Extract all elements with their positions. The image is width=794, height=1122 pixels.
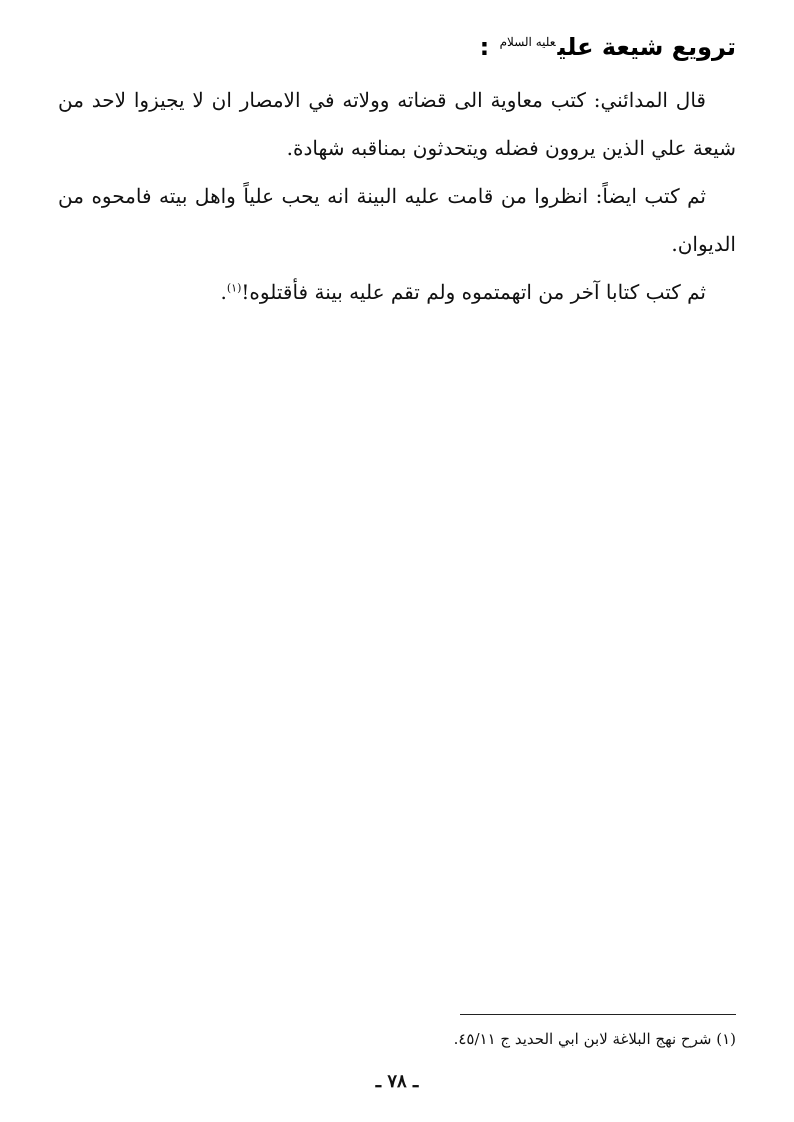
section-heading [480, 24, 736, 65]
body-text [58, 76, 736, 316]
footnote-divider [460, 1014, 736, 1015]
heading-title: ترويع شيعة علي [557, 33, 736, 61]
heading-colon: : [479, 33, 490, 61]
honorific-glyph: عليه السلام [499, 35, 556, 49]
footnote-text: (١) شرح نهج البلاغة لابن ابي الحديد ج ٤٥/١١. [453, 1030, 736, 1048]
paragraph-3-text: ثم كتب كتابا آخر من اتهمتموه ولم تقم عليه بينة فأقتلوه! [241, 280, 706, 304]
page-number: ـ ٧٨ ـ [375, 1071, 419, 1092]
paragraph-3: ثم كتب كتابا آخر من اتهمتموه ولم تقم عليه بينة فأقتلوه!$^{(١)}$. [220, 280, 706, 304]
paragraph-1: قال المدائني: كتب معاوية الى قضاته وولاته في الامصار ان لا يجيزوا لاحد من شيعة علي الذين يروون فضله ويتحدثون بمناقبه شهادة. [58, 88, 736, 160]
paragraph-2: ثم كتب ايضاً: انظروا من قامت عليه البينة انه يحب علياً واهل بيته فامحوه من الديوان. [58, 184, 736, 256]
footnote-reference[interactable]: (١) [226, 281, 242, 295]
